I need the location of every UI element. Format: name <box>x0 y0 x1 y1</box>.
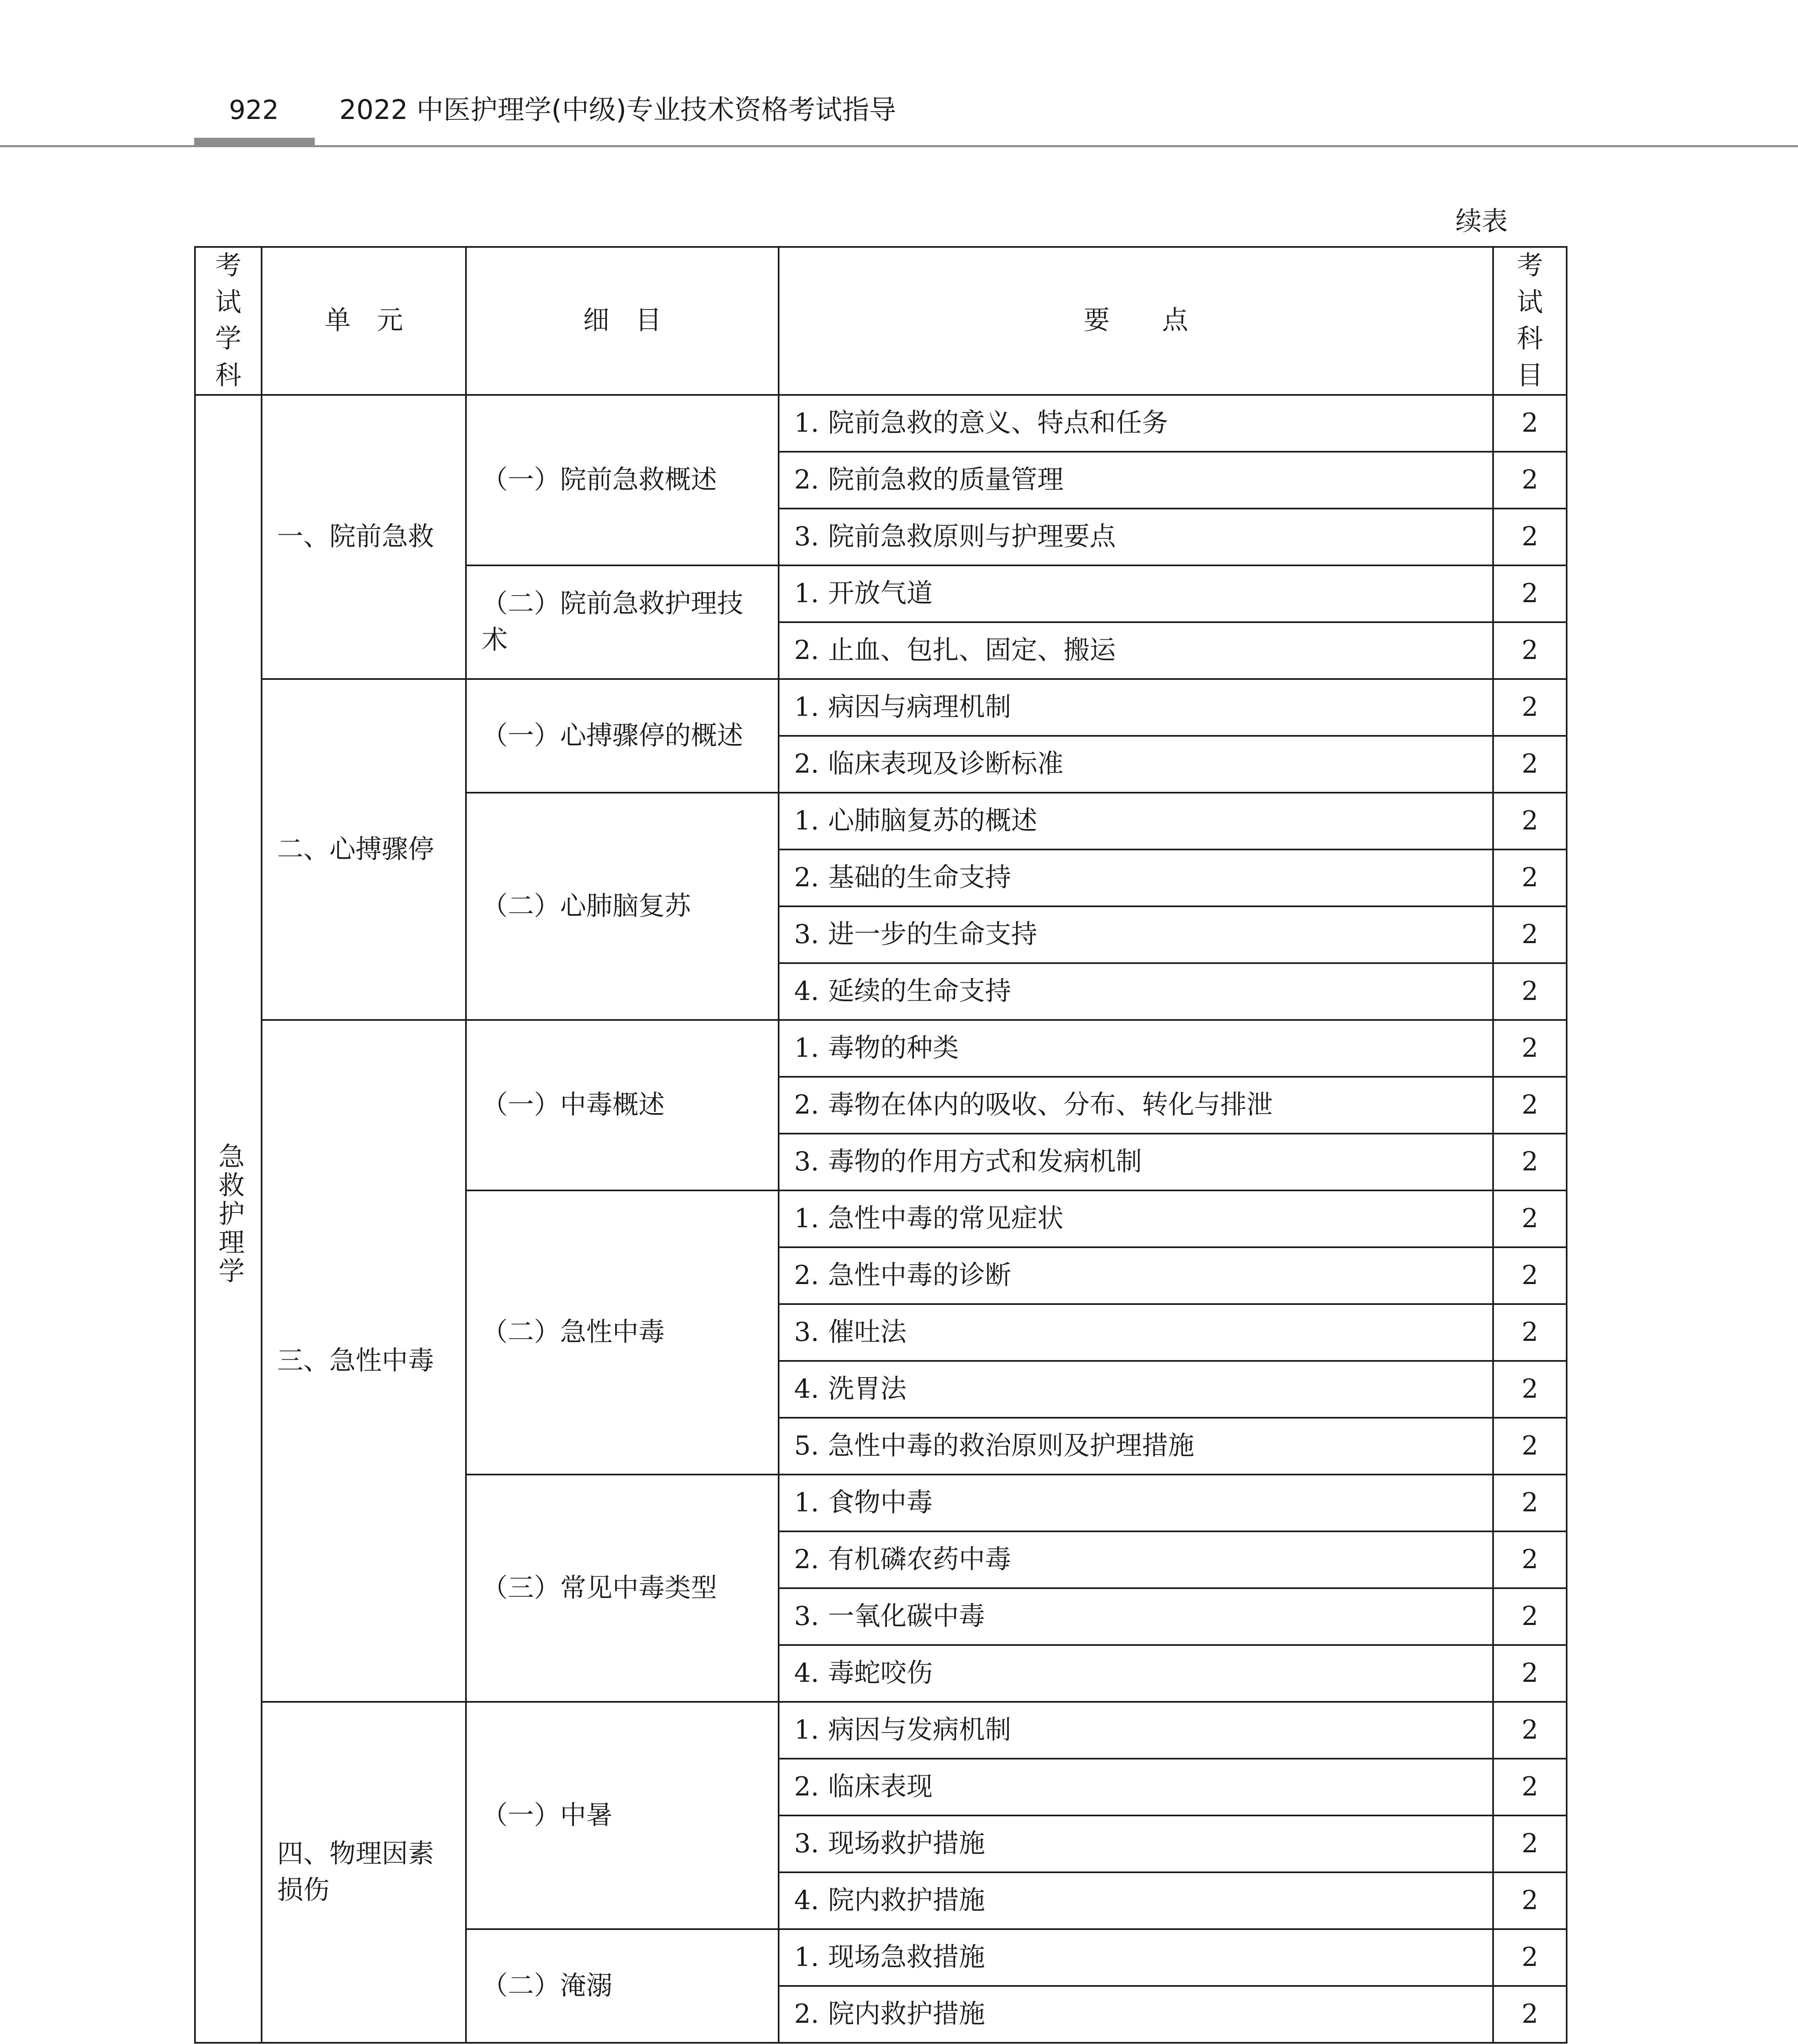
point-cell <box>779 1361 1493 1418</box>
column-header-level: 考试科目 <box>1493 247 1567 395</box>
point-number: 1. <box>794 806 819 836</box>
point-number: 1. <box>794 1488 819 1518</box>
column-header-detail: 细 目 <box>466 247 779 395</box>
point-cell <box>779 1020 1493 1077</box>
point-text: 院前急救的质量管理 <box>828 465 1064 495</box>
point-number: 1. <box>794 1942 819 1973</box>
point-cell <box>779 1872 1493 1929</box>
point-text: 心肺脑复苏的概述 <box>828 806 1037 836</box>
point-number: 2. <box>794 465 819 495</box>
point-cell <box>779 1247 1493 1304</box>
level-cell: 2 <box>1493 1418 1567 1475</box>
detail-cell <box>466 1475 779 1702</box>
point-number: 2. <box>794 863 819 893</box>
level-cell: 2 <box>1493 1702 1567 1759</box>
level-cell: 2 <box>1493 509 1567 565</box>
level-cell: 2 <box>1493 622 1567 679</box>
point-text: 现场救护措施 <box>828 1829 985 1859</box>
point-text: 院内救护措施 <box>828 1999 985 2030</box>
level-cell: 2 <box>1493 1475 1567 1531</box>
point-cell <box>779 1702 1493 1759</box>
point-text: 院内救护措施 <box>828 1885 985 1916</box>
detail-cell <box>466 395 779 565</box>
point-number: 2. <box>794 1090 819 1121</box>
point-cell <box>779 1645 1493 1702</box>
unit-label: 三、急性中毒 <box>277 1345 434 1376</box>
table-row <box>195 395 1567 452</box>
point-number: 1. <box>794 1715 819 1746</box>
syllabus-table <box>194 246 1567 2044</box>
level-cell: 2 <box>1493 1645 1567 1702</box>
point-text: 院前急救原则与护理要点 <box>828 522 1116 552</box>
detail-label: （二）心肺脑复苏 <box>481 891 691 921</box>
column-header-subject: 考试学科 <box>195 247 262 395</box>
level-cell: 2 <box>1493 849 1567 906</box>
unit-cell <box>262 1702 466 2043</box>
detail-label: （二）淹溺 <box>481 1970 613 2001</box>
point-text: 急性中毒的诊断 <box>828 1260 1011 1291</box>
point-text: 毒蛇咬伤 <box>828 1658 933 1689</box>
point-cell <box>779 963 1493 1020</box>
unit-label: 四、物理因素损伤 <box>277 1838 434 1906</box>
level-cell: 2 <box>1493 1134 1567 1190</box>
point-text: 进一步的生命支持 <box>828 919 1037 950</box>
table-row <box>195 1702 1567 1759</box>
level-cell: 2 <box>1493 793 1567 849</box>
point-number: 3. <box>794 1147 819 1177</box>
point-text: 临床表现 <box>828 1772 933 1802</box>
table-header-row <box>195 247 1567 395</box>
unit-cell <box>262 1020 466 1702</box>
point-cell <box>779 906 1493 963</box>
detail-cell <box>466 565 779 679</box>
point-number: 3. <box>794 919 819 950</box>
table-row <box>195 679 1567 736</box>
page-number: 922 <box>229 95 279 126</box>
level-cell: 2 <box>1493 1588 1567 1645</box>
detail-cell <box>466 679 779 793</box>
point-text: 急性中毒的救治原则及护理措施 <box>828 1431 1194 1461</box>
point-number: 3. <box>794 522 819 552</box>
point-cell <box>779 1077 1493 1134</box>
point-cell <box>779 1190 1493 1247</box>
point-cell <box>779 679 1493 736</box>
point-number: 4. <box>794 1374 819 1405</box>
point-cell <box>779 509 1493 565</box>
detail-cell <box>466 793 779 1020</box>
point-text: 急性中毒的常见症状 <box>828 1204 1064 1234</box>
unit-cell <box>262 395 466 679</box>
point-number: 3. <box>794 1601 819 1632</box>
detail-cell <box>466 1702 779 1929</box>
point-number: 2. <box>794 1544 819 1575</box>
point-number: 4. <box>794 1885 819 1916</box>
level-cell: 2 <box>1493 1872 1567 1929</box>
point-cell <box>779 1475 1493 1531</box>
point-text: 催吐法 <box>828 1317 907 1348</box>
level-cell: 2 <box>1493 906 1567 963</box>
point-number: 2. <box>794 1999 819 2030</box>
point-cell <box>779 736 1493 793</box>
point-number: 4. <box>794 976 819 1007</box>
point-cell <box>779 1134 1493 1190</box>
point-number: 3. <box>794 1829 819 1859</box>
point-number: 5. <box>794 1431 819 1461</box>
point-cell <box>779 622 1493 679</box>
point-cell <box>779 452 1493 509</box>
point-text: 基础的生命支持 <box>828 863 1011 893</box>
column-header-unit: 单 元 <box>262 247 466 395</box>
point-cell <box>779 1759 1493 1815</box>
detail-cell <box>466 1929 779 2043</box>
point-number: 2. <box>794 1772 819 1802</box>
point-number: 1. <box>794 692 819 723</box>
unit-label: 一、院前急救 <box>277 522 434 552</box>
point-cell <box>779 793 1493 849</box>
point-text: 毒物的种类 <box>828 1033 959 1064</box>
continued-label: 续表 <box>1455 206 1508 237</box>
point-text: 有机磷农药中毒 <box>828 1544 1011 1575</box>
unit-cell <box>262 679 466 1020</box>
subject-cell <box>195 395 262 2043</box>
point-cell <box>779 849 1493 906</box>
point-text: 食物中毒 <box>828 1488 933 1518</box>
point-number: 2. <box>794 1260 819 1291</box>
point-number: 1. <box>794 578 819 609</box>
header-rule <box>0 145 1798 147</box>
point-cell <box>779 1986 1493 2043</box>
point-cell <box>779 1304 1493 1361</box>
point-number: 1. <box>794 408 819 439</box>
detail-cell <box>466 1020 779 1190</box>
level-cell: 2 <box>1493 1077 1567 1134</box>
detail-label: （三）常见中毒类型 <box>481 1573 717 1603</box>
table-row <box>195 1020 1567 1077</box>
level-cell: 2 <box>1493 679 1567 736</box>
level-cell: 2 <box>1493 1361 1567 1418</box>
point-text: 开放气道 <box>828 578 933 609</box>
detail-label: （一）中暑 <box>481 1800 613 1831</box>
unit-label: 二、心搏骤停 <box>277 834 434 865</box>
level-cell: 2 <box>1493 1020 1567 1077</box>
point-text: 毒物在体内的吸收、分布、转化与排泄 <box>828 1090 1273 1121</box>
point-number: 2. <box>794 749 819 780</box>
point-cell <box>779 1929 1493 1986</box>
level-cell: 2 <box>1493 1759 1567 1815</box>
detail-label: （一）心搏骤停的概述 <box>481 720 743 751</box>
point-cell <box>779 1531 1493 1588</box>
point-text: 临床表现及诊断标准 <box>828 749 1064 780</box>
level-cell: 2 <box>1493 963 1567 1020</box>
subject-label: 急救护理学 <box>214 1142 244 1286</box>
point-cell <box>779 1815 1493 1872</box>
point-number: 2. <box>794 635 819 666</box>
level-cell: 2 <box>1493 1815 1567 1872</box>
level-cell: 2 <box>1493 1304 1567 1361</box>
point-text: 一氧化碳中毒 <box>828 1601 985 1632</box>
detail-cell <box>466 1190 779 1475</box>
point-text: 止血、包扎、固定、搬运 <box>828 635 1116 666</box>
level-cell: 2 <box>1493 1929 1567 1986</box>
point-text: 洗胃法 <box>828 1374 907 1405</box>
level-cell: 2 <box>1493 452 1567 509</box>
point-text: 病因与发病机制 <box>828 1715 1011 1746</box>
detail-label: （二）院前急救护理技术 <box>481 588 743 656</box>
point-text: 毒物的作用方式和发病机制 <box>828 1147 1142 1177</box>
level-cell: 2 <box>1493 1190 1567 1247</box>
level-cell: 2 <box>1493 565 1567 622</box>
column-header-point: 要 点 <box>779 247 1493 395</box>
point-text: 病因与病理机制 <box>828 692 1011 723</box>
point-cell <box>779 1418 1493 1475</box>
detail-label: （一）院前急救概述 <box>481 465 717 495</box>
level-cell: 2 <box>1493 1986 1567 2043</box>
point-number: 1. <box>794 1033 819 1064</box>
level-cell: 2 <box>1493 1531 1567 1588</box>
level-cell: 2 <box>1493 736 1567 793</box>
point-cell <box>779 395 1493 452</box>
point-text: 延续的生命支持 <box>828 976 1011 1007</box>
point-text: 院前急救的意义、特点和任务 <box>828 408 1168 439</box>
detail-label: （一）中毒概述 <box>481 1090 665 1121</box>
point-text: 现场急救措施 <box>828 1942 985 1973</box>
point-cell <box>779 1588 1493 1645</box>
running-title: 2022 中医护理学(中级)专业技术资格考试指导 <box>339 94 896 126</box>
point-cell <box>779 565 1493 622</box>
table-body <box>195 395 1567 2043</box>
point-number: 1. <box>794 1204 819 1234</box>
level-cell: 2 <box>1493 1247 1567 1304</box>
level-cell: 2 <box>1493 395 1567 452</box>
point-number: 4. <box>794 1658 819 1689</box>
detail-label: （二）急性中毒 <box>481 1317 665 1348</box>
point-number: 3. <box>794 1317 819 1348</box>
